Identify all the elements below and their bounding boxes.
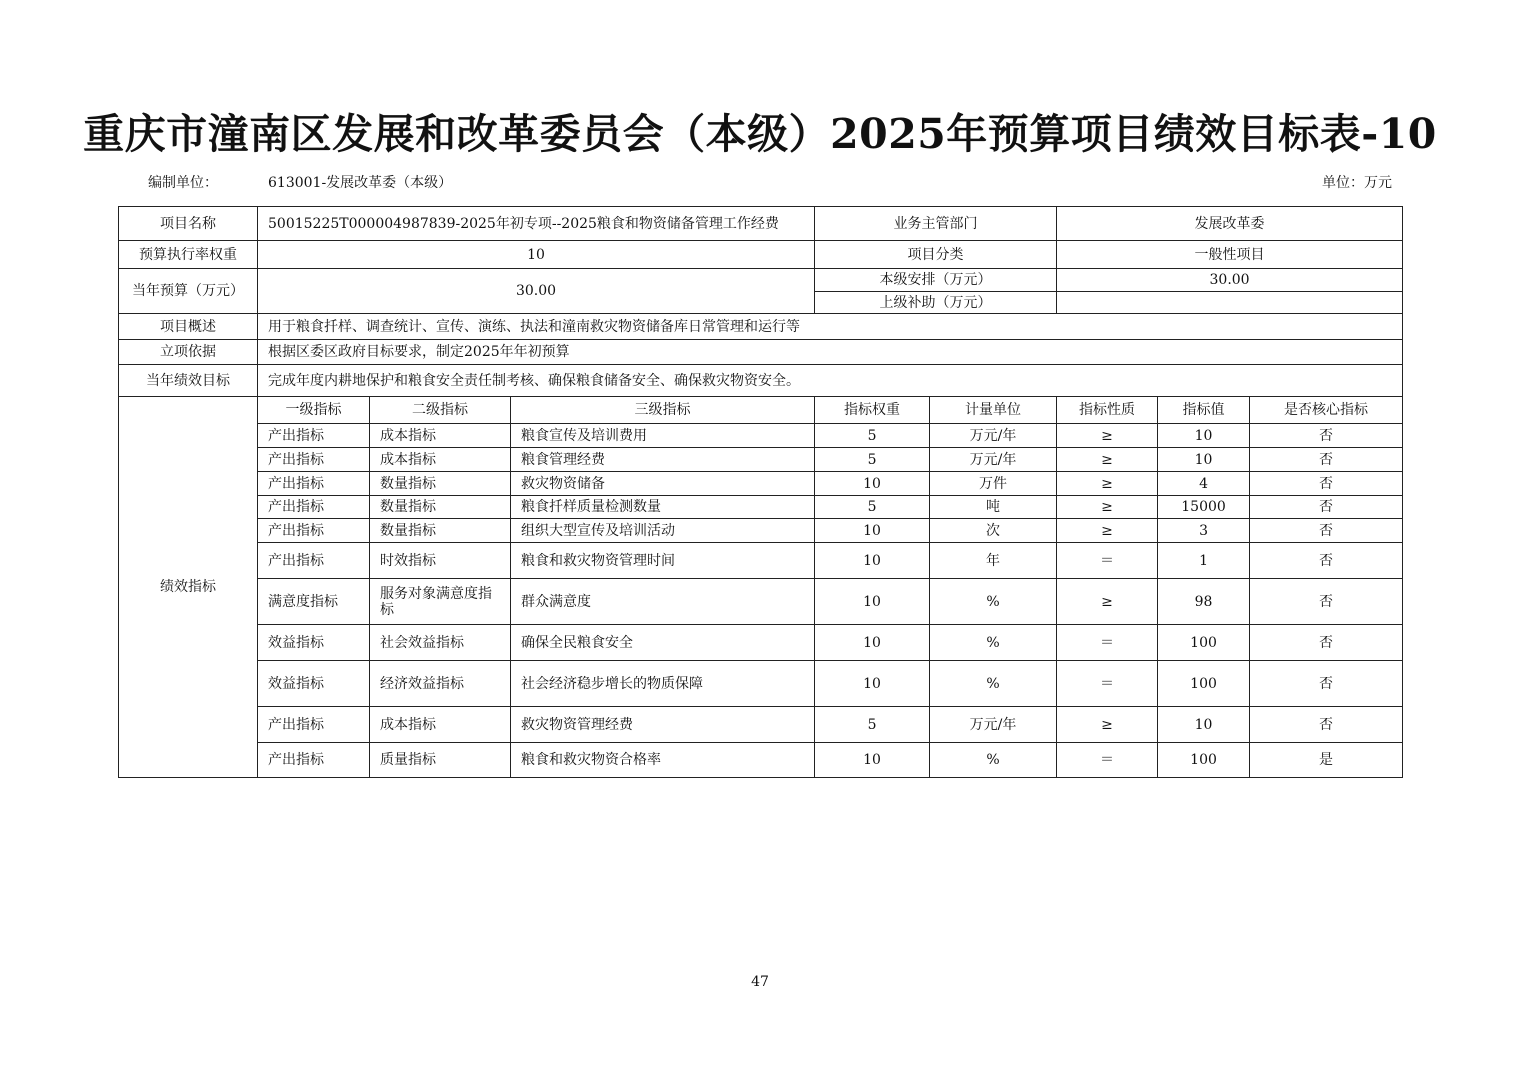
- value-cell: 3: [1158, 519, 1250, 543]
- level1-cell: 满意度指标: [258, 579, 370, 625]
- level2-cell: 数量指标: [370, 496, 511, 519]
- row-overview: [119, 314, 1403, 340]
- weight-cell: 5: [815, 448, 930, 472]
- dept-value: 发展改革委: [1057, 207, 1403, 241]
- page-number: 47: [751, 974, 769, 990]
- row-project-name: [119, 207, 1403, 241]
- row-budget: [119, 269, 1403, 292]
- level3-cell: 社会经济稳步增长的物质保障: [511, 661, 815, 707]
- table-row: [119, 543, 1403, 579]
- nature-cell: ≥: [1057, 519, 1158, 543]
- weight-cell: 10: [815, 579, 930, 625]
- table-row: [119, 519, 1403, 543]
- value-cell: 100: [1158, 743, 1250, 778]
- level1-cell: 产出指标: [258, 472, 370, 496]
- value-cell: 10: [1158, 424, 1250, 448]
- upper-label: 上级补助（万元）: [815, 292, 1057, 314]
- level3-cell: 救灾物资储备: [511, 472, 815, 496]
- table-row: [119, 424, 1403, 448]
- unit-cell: 万件: [930, 472, 1057, 496]
- core-cell: 否: [1250, 579, 1403, 625]
- org-info: [148, 173, 452, 193]
- weight-cell: 5: [815, 496, 930, 519]
- level1-cell: 产出指标: [258, 448, 370, 472]
- header-cell: 是否核心指标: [1250, 397, 1403, 424]
- level1-cell: 效益指标: [258, 661, 370, 707]
- unit-cell: 万元/年: [930, 448, 1057, 472]
- level2-cell: 成本指标: [370, 448, 511, 472]
- level3-cell: 粮食扦样质量检测数量: [511, 496, 815, 519]
- weight-cell: 10: [815, 472, 930, 496]
- org-label: 编制单位：: [148, 175, 218, 191]
- unit-cell: 次: [930, 519, 1057, 543]
- value-cell: 10: [1158, 448, 1250, 472]
- table-row: [119, 743, 1403, 778]
- header-cell: 指标值: [1158, 397, 1250, 424]
- category-label: 项目分类: [815, 241, 1057, 269]
- indicator-header-row: [119, 397, 1403, 424]
- weight-cell: 10: [815, 625, 930, 661]
- nature-cell: ≥: [1057, 707, 1158, 743]
- level2-cell: 数量指标: [370, 519, 511, 543]
- level3-cell: 粮食和救灾物资管理时间: [511, 543, 815, 579]
- nature-cell: ＝: [1057, 661, 1158, 707]
- project-name-label: 项目名称: [119, 207, 258, 241]
- overview-label: 项目概述: [119, 314, 258, 340]
- unit-cell: %: [930, 579, 1057, 625]
- table-row: [119, 472, 1403, 496]
- core-cell: 否: [1250, 472, 1403, 496]
- level2-cell: 经济效益指标: [370, 661, 511, 707]
- unit-cell: 万元/年: [930, 424, 1057, 448]
- level1-cell: 产出指标: [258, 743, 370, 778]
- level3-cell: 粮食宣传及培训费用: [511, 424, 815, 448]
- basis-value: 根据区委区政府目标要求，制定2025年年初预算: [258, 340, 1403, 365]
- level1-cell: 产出指标: [258, 707, 370, 743]
- value-cell: 15000: [1158, 496, 1250, 519]
- table-row: [119, 707, 1403, 743]
- nature-cell: ≥: [1057, 579, 1158, 625]
- core-cell: 否: [1250, 448, 1403, 472]
- row-basis: [119, 340, 1403, 365]
- core-cell: 否: [1250, 543, 1403, 579]
- dept-label: 业务主管部门: [815, 207, 1057, 241]
- level3-cell: 确保全民粮食安全: [511, 625, 815, 661]
- level3-cell: 粮食管理经费: [511, 448, 815, 472]
- weight-cell: 5: [815, 424, 930, 448]
- core-cell: 否: [1250, 496, 1403, 519]
- unit-cell: 吨: [930, 496, 1057, 519]
- row-goal: [119, 365, 1403, 397]
- core-cell: 否: [1250, 625, 1403, 661]
- level2-cell: 成本指标: [370, 424, 511, 448]
- unit-cell: %: [930, 743, 1057, 778]
- weight-cell: 10: [815, 519, 930, 543]
- nature-cell: ＝: [1057, 743, 1158, 778]
- unit-cell: %: [930, 661, 1057, 707]
- weight-cell: 10: [815, 661, 930, 707]
- category-value: 一般性项目: [1057, 241, 1403, 269]
- local-label: 本级安排（万元）: [815, 269, 1057, 292]
- level1-cell: 效益指标: [258, 625, 370, 661]
- goal-label: 当年绩效目标: [119, 365, 258, 397]
- core-cell: 否: [1250, 424, 1403, 448]
- overview-value: 用于粮食扦样、调查统计、宣传、演练、执法和潼南救灾物资储备库日常管理和运行等: [258, 314, 1403, 340]
- level2-cell: 数量指标: [370, 472, 511, 496]
- nature-cell: ≥: [1057, 424, 1158, 448]
- level1-cell: 产出指标: [258, 424, 370, 448]
- value-cell: 10: [1158, 707, 1250, 743]
- level3-cell: 粮食和救灾物资合格率: [511, 743, 815, 778]
- weight-value: 10: [258, 241, 815, 269]
- unit-cell: 万元/年: [930, 707, 1057, 743]
- table-row: [119, 625, 1403, 661]
- table-row: [119, 496, 1403, 519]
- level2-cell: 时效指标: [370, 543, 511, 579]
- upper-value: [1057, 292, 1403, 314]
- nature-cell: ≥: [1057, 472, 1158, 496]
- row-weight: [119, 241, 1403, 269]
- project-name-value: 50015225T000004987839-2025年初专项--2025粮食和物资储备管理工作经费: [258, 207, 815, 241]
- weight-cell: 5: [815, 707, 930, 743]
- table-row: [119, 661, 1403, 707]
- weight-label: 预算执行率权重: [119, 241, 258, 269]
- header-cell: 二级指标: [370, 397, 511, 424]
- header-cell: 一级指标: [258, 397, 370, 424]
- level1-cell: 产出指标: [258, 496, 370, 519]
- budget-value: 30.00: [258, 269, 815, 314]
- core-cell: 否: [1250, 707, 1403, 743]
- level1-cell: 产出指标: [258, 543, 370, 579]
- org-value: 613001-发展改革委（本级）: [268, 175, 453, 191]
- local-value: 30.00: [1057, 269, 1403, 292]
- unit-cell: 年: [930, 543, 1057, 579]
- level2-cell: 服务对象满意度指标: [370, 579, 511, 625]
- nature-cell: ＝: [1057, 543, 1158, 579]
- level1-cell: 产出指标: [258, 519, 370, 543]
- core-cell: 是: [1250, 743, 1403, 778]
- header-cell: 三级指标: [511, 397, 815, 424]
- weight-cell: 10: [815, 743, 930, 778]
- value-cell: 1: [1158, 543, 1250, 579]
- goal-value: 完成年度内耕地保护和粮食安全责任制考核、确保粮食储备安全、确保救灾物资安全。: [258, 365, 1403, 397]
- table-row: [119, 448, 1403, 472]
- value-cell: 100: [1158, 625, 1250, 661]
- core-cell: 否: [1250, 519, 1403, 543]
- header-cell: 计量单位: [930, 397, 1057, 424]
- nature-cell: ＝: [1057, 625, 1158, 661]
- value-cell: 100: [1158, 661, 1250, 707]
- header-cell: 指标性质: [1057, 397, 1158, 424]
- level3-cell: 群众满意度: [511, 579, 815, 625]
- unit-cell: %: [930, 625, 1057, 661]
- level2-cell: 成本指标: [370, 707, 511, 743]
- level3-cell: 组织大型宣传及培训活动: [511, 519, 815, 543]
- performance-table: [118, 206, 1403, 778]
- unit-label: 单位：万元: [1322, 175, 1392, 191]
- budget-label: 当年预算（万元）: [119, 269, 258, 314]
- basis-label: 立项依据: [119, 340, 258, 365]
- indicators-section-label: 绩效指标: [119, 397, 258, 778]
- page-title: 重庆市潼南区发展和改革委员会（本级）2025年预算项目绩效目标表-10: [83, 110, 1437, 158]
- nature-cell: ≥: [1057, 496, 1158, 519]
- header-cell: 指标权重: [815, 397, 930, 424]
- value-cell: 98: [1158, 579, 1250, 625]
- level3-cell: 救灾物资管理经费: [511, 707, 815, 743]
- table-row: [119, 579, 1403, 625]
- nature-cell: ≥: [1057, 448, 1158, 472]
- weight-cell: 10: [815, 543, 930, 579]
- level2-cell: 社会效益指标: [370, 625, 511, 661]
- level2-cell: 质量指标: [370, 743, 511, 778]
- value-cell: 4: [1158, 472, 1250, 496]
- core-cell: 否: [1250, 661, 1403, 707]
